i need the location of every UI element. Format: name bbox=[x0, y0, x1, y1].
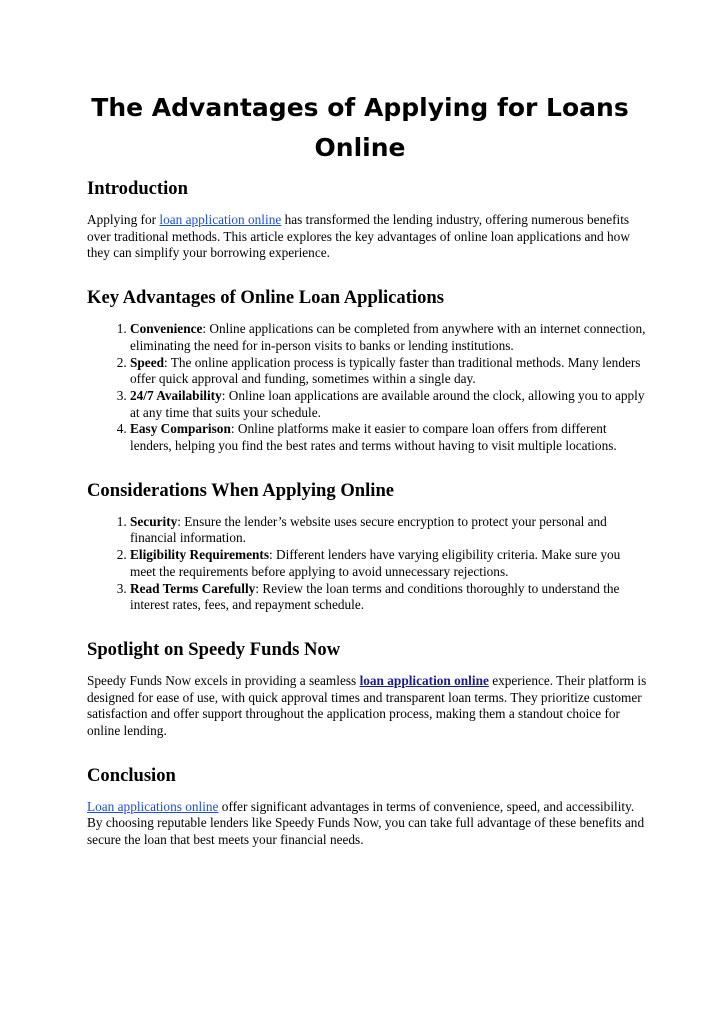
article-body bbox=[87, 176, 647, 872]
list-item-text: : Online loan applications are available around the clock, allowing you to apply at any time that suits your schedule. bbox=[130, 387, 645, 420]
heading-introduction: Introduction bbox=[87, 178, 188, 199]
conclusion-text-post: offer significant advantages in terms of convenience, speed, and accessibility. By choosing reputable lenders like Speedy Funds Now, you can take full advantage of these benefits and secure the loan that best meets your financial needs. bbox=[87, 798, 645, 848]
intro-text-post: has transformed the lending industry, offering numerous benefits over traditional methods. This article explores the key advantages of online loan applications and how they can simplify your borrowing experience. bbox=[87, 212, 630, 261]
list-item bbox=[130, 581, 647, 614]
list-item-term: Read Terms Carefully bbox=[130, 580, 256, 596]
list-item-text: : Different lenders have varying eligibility criteria. Make sure you meet the requirements before applying to avoid unnecessary rejections. bbox=[130, 547, 621, 579]
page-title: The Advantages of Applying for Loans Online bbox=[91, 93, 629, 162]
section-conclusion bbox=[87, 763, 647, 849]
list-item-text: : Online platforms make it easier to compare loan offers from different lenders, helping you find the best rates and terms without having to visit multiple locations. bbox=[130, 421, 617, 454]
spotlight-text-pre: Speedy Funds Now excels in providing a seamless bbox=[87, 672, 360, 688]
section-spotlight bbox=[87, 637, 647, 740]
spotlight-paragraph bbox=[87, 673, 647, 740]
heading-key-advantages: Key Advantages of Online Loan Applications bbox=[87, 287, 444, 309]
list-item bbox=[130, 355, 647, 388]
list-item-term: Security bbox=[130, 513, 178, 529]
list-item-text: : Ensure the lender’s website uses secure encryption to protect your personal and financial information. bbox=[130, 513, 607, 546]
section-key-advantages bbox=[87, 285, 647, 455]
list-item-text: : The online application process is typically faster than traditional methods. Many lenders offer quick approval and funding, sometimes within a single day. bbox=[130, 354, 641, 387]
list-item bbox=[130, 321, 647, 354]
loan-applications-online-link[interactable]: Loan applications online bbox=[87, 798, 219, 814]
heading-considerations: Considerations When Applying Online bbox=[87, 479, 395, 501]
list-item-text: : Review the loan terms and conditions thoroughly to understand the interest rates, fees, and repayment schedule. bbox=[130, 580, 620, 613]
conclusion-paragraph bbox=[87, 799, 647, 849]
list-item bbox=[130, 421, 647, 454]
spotlight-loan-application-link[interactable]: loan application online bbox=[359, 672, 489, 688]
heading-spotlight: Spotlight on Speedy Funds Now bbox=[87, 638, 341, 660]
considerations-list bbox=[87, 514, 647, 614]
list-item bbox=[130, 388, 647, 421]
list-item-term: Speed bbox=[130, 354, 164, 370]
list-item-text: : Online applications can be completed from anywhere with an internet connection, eliminating the need for in-person visits to banks or lending institutions. bbox=[130, 321, 646, 353]
list-item-term: Convenience bbox=[130, 321, 203, 337]
list-item-term: Eligibility Requirements bbox=[130, 547, 270, 563]
heading-conclusion: Conclusion bbox=[87, 764, 176, 786]
spotlight-text-post: experience. Their platform is designed for ease of use, with quick approval times and transparent loan terms. They prioritize customer satisfaction and offer support throughout the application process, making them a standout choice for online lending. bbox=[87, 672, 647, 739]
list-item bbox=[130, 547, 647, 580]
section-considerations bbox=[87, 478, 647, 614]
list-item-term: 24/7 Availability bbox=[130, 387, 222, 403]
intro-text-pre: Applying for bbox=[87, 212, 160, 227]
list-item bbox=[130, 514, 647, 547]
intro-paragraph bbox=[87, 212, 647, 262]
advantages-list bbox=[87, 321, 647, 455]
list-item-term: Easy Comparison bbox=[130, 421, 231, 437]
loan-application-online-link[interactable]: loan application online bbox=[159, 212, 282, 227]
section-introduction bbox=[87, 176, 647, 262]
